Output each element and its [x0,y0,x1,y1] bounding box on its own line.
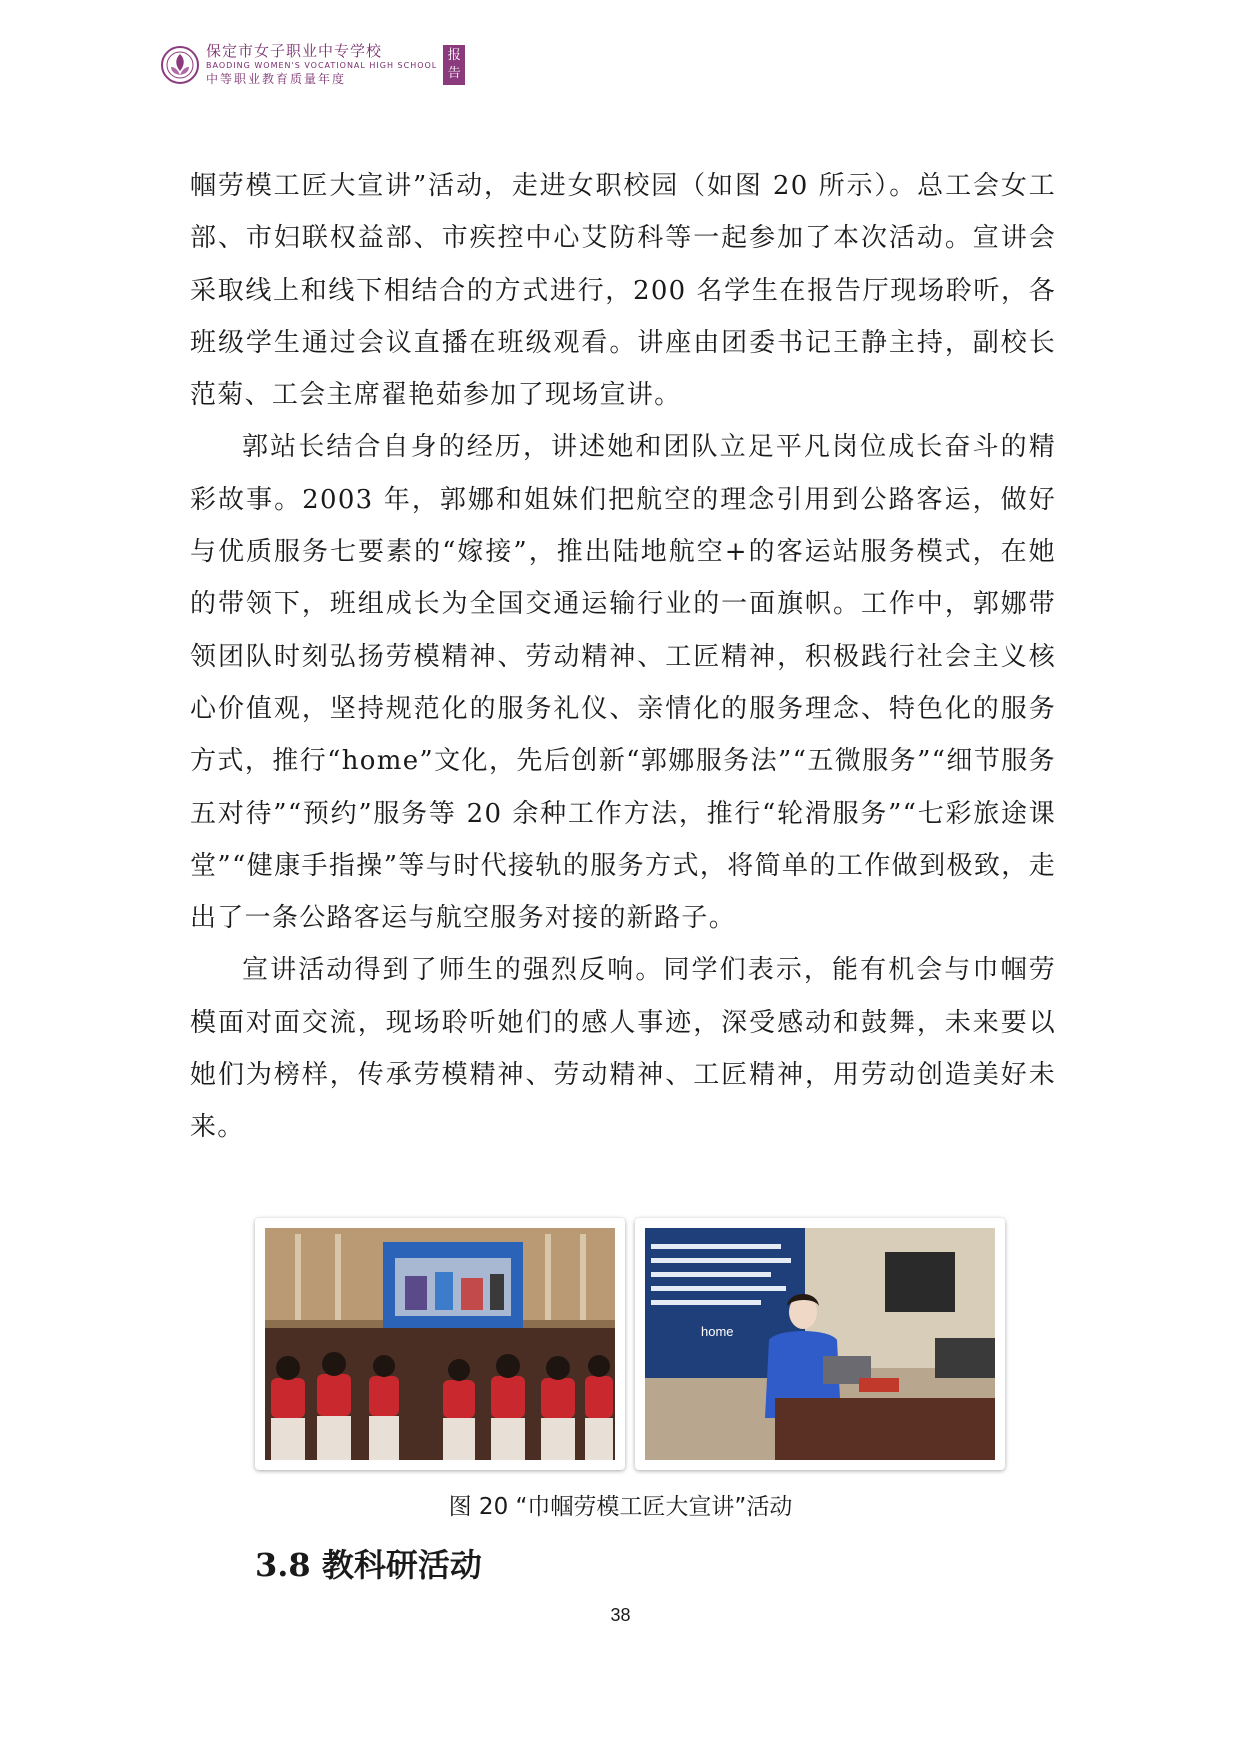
page-number: 38 [610,1605,631,1625]
photo-frame-right [635,1218,1005,1470]
paragraph-2: 郭站长结合自身的经历，讲述她和团队立足平凡岗位成长奋斗的精彩故事。2003 年，郭娜和姐妹们把航空的理念引用到公路客运，做好与优质服务七要素的“嫁接”，推出陆地航空+的客运站服务模式，在她的带领下，班组成长为全国交通运输行业的一面旗帜。工作中，郭娜带领团队时刻弘扬劳模精神、劳动精神、工匠精神，积极践行社会主义核心价值观，坚持规范化的服务礼仪、亲情化的服务理念、特色化的服务方式，推行“home”文化，先后创新“郭娜服务法”“五微服务”“细节服务五对待”“预约”服务等 20 余种工作方法，推行“轮滑服务”“七彩旅途课堂”“健康手指操”等与时代接轨的服务方式，将简单的工作做到极致，走出了一条公路客运与航空服务对接的新路子。 [190,432,1056,934]
speaker-podium-photo [645,1228,995,1460]
page-header [160,44,465,85]
report-title: 中等职业教育质量年度 [206,72,347,86]
lecture-hall-photo [265,1228,615,1460]
report-badge: 报告 [443,45,465,85]
header-text [206,44,437,85]
school-emblem-icon [160,45,200,85]
paragraph-1: 帼劳模工匠大宣讲”活动，走进女职校园（如图 20 所示）。总工会女工部、市妇联权益部、市疾控中心艾防科等一起参加了本次活动。宣讲会采取线上和线下相结合的方式进行，200 名学生在报告厅现场聆听，各班级学生通过会议直播在班级观看。讲座由团委书记王静主持，副校长范菊、工会主席翟艳茹参加了现场宣讲。 [190,171,1056,411]
school-name-en: BAODING WOMEN'S VOCATIONAL HIGH SCHOOL [206,61,438,70]
figure-caption: 图 20 “巾帼劳模工匠大宣讲”活动 [448,1494,793,1520]
figure-20 [255,1218,1005,1476]
body-text [190,160,1056,1154]
photo-frame-left [255,1218,625,1470]
paragraph-3: 宣讲活动得到了师生的强烈反响。同学们表示，能有机会与巾帼劳模面对面交流，现场聆听她们的感人事迹，深受感动和鼓舞，未来要以她们为榜样，传承劳模精神、劳动精神、工匠精神，用劳动创造美好未来。 [190,955,1056,1143]
section-heading: 3.8 教科研活动 [255,1546,482,1584]
slide-word: home [701,1324,734,1339]
school-name-cn: 保定市女子职业中专学校 [206,42,383,60]
